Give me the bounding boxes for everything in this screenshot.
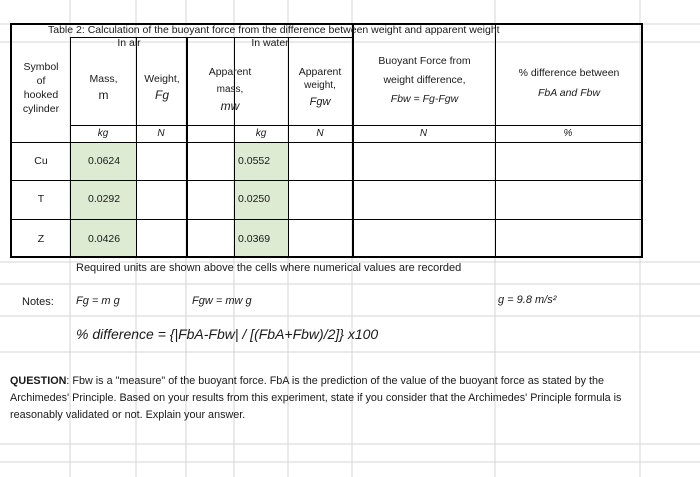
table-row-cu-buoyant-input[interactable] bbox=[354, 143, 495, 180]
unit-buoyant: N bbox=[419, 128, 428, 139]
table-row-cu-app-mass[interactable]: 0.0552 bbox=[238, 155, 271, 167]
table-row-t-mass[interactable]: 0.0292 bbox=[88, 193, 121, 205]
formula-fgw: Fgw = mw g bbox=[192, 295, 252, 307]
unit-mass: kg bbox=[97, 128, 109, 139]
table-row-cu-pct-input[interactable] bbox=[496, 143, 641, 180]
col-pct-diff-header: % difference between FbA and Fbw bbox=[518, 67, 620, 99]
col-mass-header: Mass, m bbox=[71, 72, 136, 102]
table-row-z-app-mass[interactable]: 0.0369 bbox=[238, 233, 271, 245]
required-units-note: Required units are shown above the cells where numerical values are recorded bbox=[76, 262, 462, 274]
unit-pct: % bbox=[563, 128, 573, 139]
col-apparent-weight-header: Apparent weight, Fgw bbox=[288, 65, 352, 109]
g-value: g = 9.8 m/s² bbox=[498, 294, 557, 306]
symbol-mw: mw bbox=[220, 99, 240, 113]
symbol-m: m bbox=[98, 88, 109, 102]
group-in-air: In air bbox=[117, 37, 141, 49]
table-row-z-mass[interactable]: 0.0426 bbox=[88, 233, 121, 245]
question-body: : Fbw is a "measure" of the buoyant force. FbA is the prediction of the value of the buoyant force as stated by the Archimedes' Principle. Based on your results from this experiment, state if you consider that the Archimedes' Principle formula is reasonably validated or not. Explain your answer. bbox=[10, 375, 622, 421]
col-buoyant-force-header: Buoyant Force from weight difference, Fbw = Fg-Fgw bbox=[378, 55, 471, 105]
unit-app-weight: N bbox=[316, 128, 324, 139]
col-symbol-header: Symbol of hooked cylinder bbox=[22, 61, 60, 115]
unit-weight: N bbox=[157, 128, 165, 139]
table-row-t-symbol: T bbox=[37, 193, 45, 205]
question-label: QUESTION bbox=[10, 375, 67, 387]
symbol-fgw: Fgw bbox=[309, 96, 331, 108]
table-row-z-symbol: Z bbox=[37, 233, 45, 245]
table-row-t-app-mass[interactable]: 0.0250 bbox=[238, 193, 271, 205]
symbol-fg: Fg bbox=[154, 88, 169, 102]
pct-difference-formula: % difference = {|FbA-Fbw| / [(FbA+Fbw)/2]} x100 bbox=[76, 326, 379, 342]
formula-fg: Fg = m g bbox=[76, 295, 120, 307]
table-row-cu-symbol: Cu bbox=[34, 155, 48, 167]
table-row-cu-app-weight-input[interactable] bbox=[289, 143, 352, 180]
notes-label: Notes: bbox=[22, 296, 54, 308]
col-weight-header: Weight, Fg bbox=[137, 72, 187, 102]
col-apparent-mass-header: Apparent mass, mw bbox=[200, 65, 260, 113]
group-in-water: In water bbox=[251, 37, 289, 49]
table-row-cu-weight-input[interactable] bbox=[137, 143, 186, 180]
table-row-cu-mass[interactable]: 0.0624 bbox=[88, 155, 121, 167]
unit-app-mass: kg bbox=[255, 128, 267, 139]
table-caption: Table 2: Calculation of the buoyant force from the difference between weight and apparent weight bbox=[48, 24, 500, 36]
question-text bbox=[10, 373, 640, 424]
